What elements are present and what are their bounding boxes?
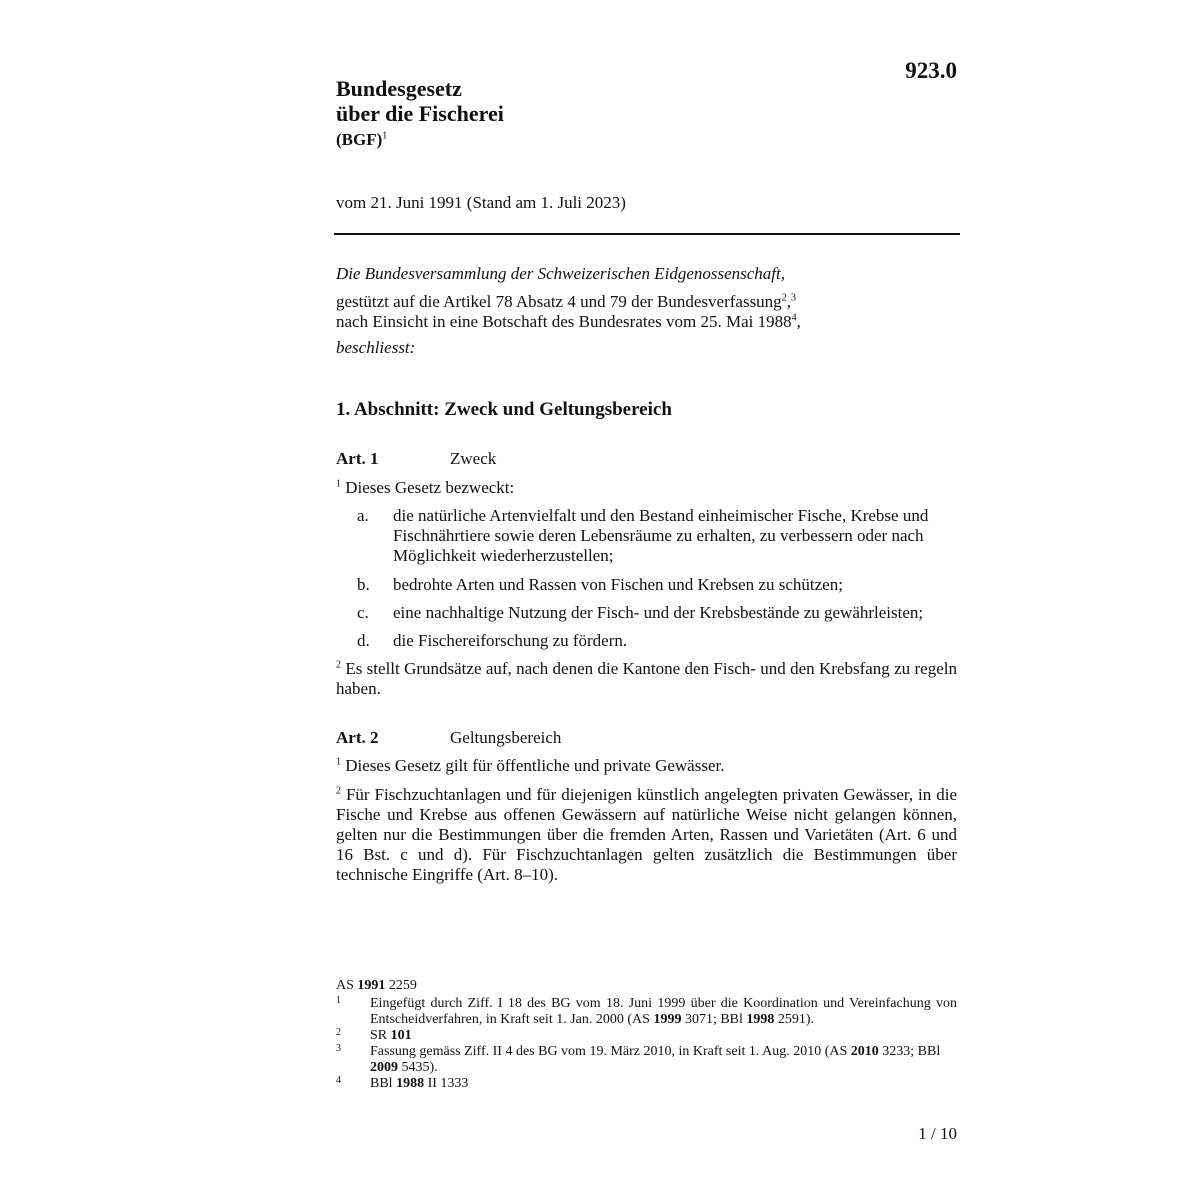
footnote-1-part: 3071; BBl: [684, 1012, 743, 1027]
art2-title: Geltungsbereich: [450, 728, 562, 747]
footnote-3-bold: 2009: [370, 1060, 398, 1075]
title-line-1: Bundesgesetz: [336, 76, 462, 101]
art1-para2: [336, 659, 957, 699]
as-year: 1991: [357, 978, 386, 993]
footnote-2: [336, 1028, 957, 1044]
footnote-3-bold: 2010: [850, 1044, 879, 1059]
footnote-1: [336, 996, 957, 1028]
art2-para1-num: 1: [336, 756, 341, 768]
page-number: 1 / 10: [918, 1124, 957, 1143]
preamble-message-text: nach Einsicht in eine Botschaft des Bundesrates vom 25. Mai 1988: [336, 312, 792, 331]
footnote-2-part: SR: [370, 1028, 388, 1043]
art1-title: Zweck: [450, 449, 497, 468]
header-rule: [334, 233, 960, 235]
art2-number: Art. 2: [336, 728, 379, 747]
footnote-1-bold: 1998: [746, 1012, 775, 1027]
footnote-ref-2[interactable]: 2: [781, 292, 787, 304]
art2-para2: [336, 785, 957, 885]
as-reference: [336, 978, 957, 994]
as-prefix: AS: [336, 978, 354, 993]
sr-number: 923.0: [905, 58, 957, 83]
preamble-basis-sep: ,: [786, 292, 791, 311]
art1-para2-num: 2: [336, 659, 341, 671]
art2-para2-text: Für Fischzuchtanlagen und für diejenigen künstlich angelegten privaten Gewässer, in die Fische und Krebse aus offenen Gewässern auf natürliche Weise nicht gelangen können, gelten nur die Bestimmungen über die fremden Arten, Rassen und Varietäten (Art. 6 und 16 Bst. c und d). Für Fischzuchtanlagen gelten zusätzlich die Bestimmungen über technische Eingriffe (Art. 8–10).: [336, 785, 957, 884]
preamble-message: [336, 312, 801, 332]
document-title: [336, 76, 504, 126]
list-item: [357, 631, 957, 651]
footnote-2-num: 2: [336, 1027, 341, 1038]
art2-para1-text: Dieses Gesetz gilt für öffentliche und private Gewässer.: [345, 756, 725, 775]
footnote-3-text: [370, 1044, 957, 1076]
art2-para1: [336, 756, 957, 776]
title-line-2: über die Fischerei: [336, 101, 504, 126]
footnote-1-num: 1: [336, 995, 341, 1006]
art1-number: Art. 1: [336, 449, 379, 468]
art1-para2-text: Es stellt Grundsätze auf, nach denen die Kantone den Fisch- und den Krebsfang zu regeln haben.: [336, 659, 957, 698]
preamble-authority: Die Bundesversammlung der Schweizerischen Eidgenossenschaft,: [336, 264, 785, 283]
list-item-text: eine nachhaltige Nutzung der Fisch- und der Krebsbestände zu gewährleisten;: [393, 603, 924, 622]
footnote-ref-1[interactable]: 1: [382, 130, 388, 142]
footnote-ref-4[interactable]: 4: [791, 312, 797, 324]
date-line: vom 21. Juni 1991 (Stand am 1. Juli 2023): [336, 193, 626, 212]
list-item-letter: d.: [357, 631, 370, 650]
footnote-4-bold: 1988: [396, 1076, 425, 1091]
preamble-resolves: beschliesst:: [336, 338, 416, 357]
footnote-ref-3[interactable]: 3: [790, 292, 796, 304]
footnote-4-text: [370, 1076, 957, 1092]
footnote-3-part: Fassung gemäss Ziff. II 4 des BG vom 19. März 2010, in Kraft seit 1. Aug. 2010 (AS: [370, 1044, 848, 1059]
footnotes: [336, 978, 957, 1092]
abbreviation: [336, 130, 387, 150]
list-item-text: die natürliche Artenvielfalt und den Bestand einheimischer Fische, Krebse und Fischnährtiere sowie deren Lebensräume zu erhalten, zu verbessern oder nach Möglichkeit wiederherzustellen;: [393, 506, 929, 565]
art1-para1-text: Dieses Gesetz bezweckt:: [345, 478, 515, 497]
preamble-basis-text: gestützt auf die Artikel 78 Absatz 4 und 79 der Bundesverfassung: [336, 292, 782, 311]
footnote-1-part: Eingefügt durch Ziff. I 18 des BG vom 18. Juni 1999 über die Koordination und Vereinfachung von Entscheidverfahren, in Kraft seit 1. Jan. 2000 (AS: [370, 996, 957, 1027]
section-heading: 1. Abschnitt: Zweck und Geltungsbereich: [336, 399, 672, 420]
preamble-message-end: ,: [796, 312, 801, 331]
list-item-text: die Fischereiforschung zu fördern.: [393, 631, 628, 650]
footnote-1-part: 2591).: [777, 1012, 815, 1027]
list-item: [357, 603, 957, 623]
list-item-text: bedrohte Arten und Rassen von Fischen und Krebsen zu schützen;: [393, 575, 843, 594]
list-item: [357, 506, 957, 566]
list-item-letter: a.: [357, 506, 369, 525]
abbreviation-text: (BGF): [336, 130, 383, 149]
list-item-letter: b.: [357, 575, 370, 594]
footnote-4-num: 4: [336, 1075, 341, 1086]
list-item-letter: c.: [357, 603, 369, 622]
art1-para1: [336, 478, 957, 498]
footnote-4-part: II 1333: [427, 1076, 469, 1091]
footnote-3-num: 3: [336, 1043, 341, 1054]
art2-para2-num: 2: [336, 785, 341, 797]
art1-para1-num: 1: [336, 478, 341, 490]
preamble-basis: [336, 292, 796, 312]
footnote-4: [336, 1076, 957, 1092]
footnote-3-part: 5435).: [401, 1060, 438, 1075]
list-item: [357, 575, 957, 595]
footnote-2-bold: 101: [390, 1028, 412, 1043]
footnote-4-part: BBl: [370, 1076, 393, 1091]
footnote-3-part: 3233; BBl: [882, 1044, 941, 1059]
footnote-2-text: [370, 1028, 957, 1044]
footnote-1-text: [370, 996, 957, 1028]
as-page: 2259: [388, 978, 417, 993]
footnote-1-bold: 1999: [653, 1012, 682, 1027]
footnote-3: [336, 1044, 957, 1076]
